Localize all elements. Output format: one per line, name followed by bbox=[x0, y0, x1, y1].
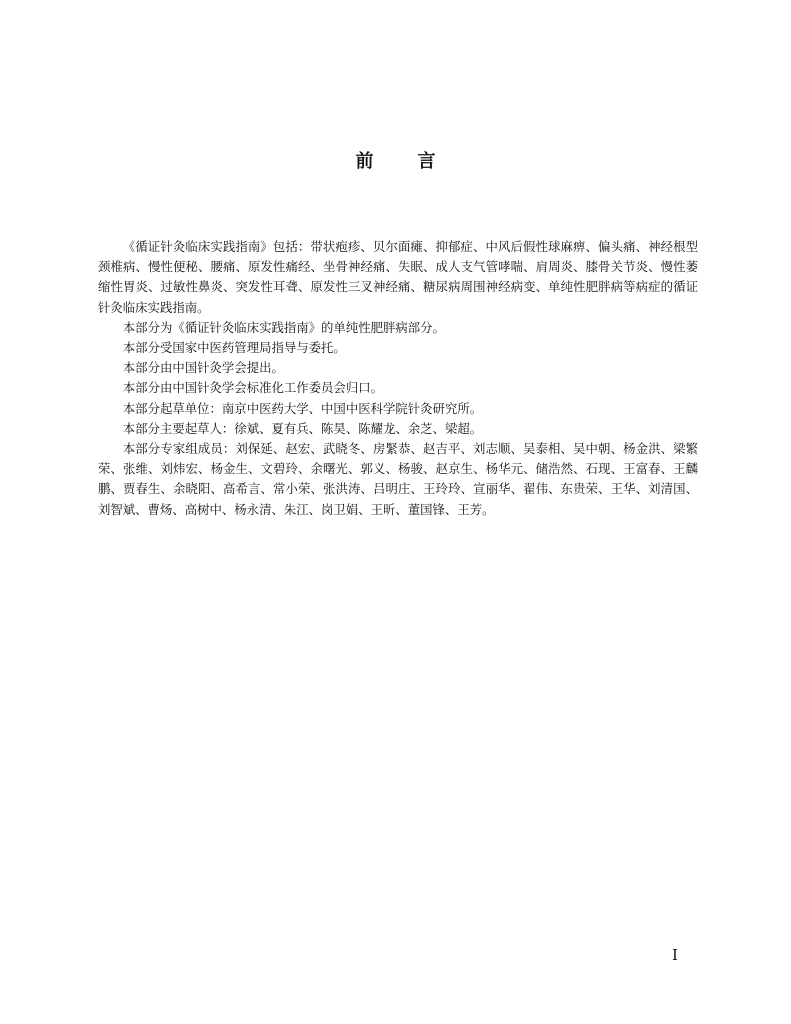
paragraph-proposer: 本部分由中国针灸学会提出。 bbox=[122, 360, 284, 376]
paragraph-drafting-units: 本部分起草单位：南京中医药大学、中国中医科学院针灸研究所。 bbox=[122, 400, 483, 416]
page-title: 前言 bbox=[355, 151, 480, 172]
paragraph-part-description: 本部分为《循证针灸临床实践指南》的单纯性肥胖病部分。 bbox=[122, 319, 445, 335]
paragraph-guidance: 本部分受国家中医药管理局指导与委托。 bbox=[122, 340, 346, 356]
paragraph-expert-group: 本部分专家组成员：刘保延、赵宏、武晓冬、房緊恭、赵吉平、刘志顺、吴泰相、吴中朝、杨金洪、梁繁荣、张维、刘炜宏、杨金生、文碧玲、余曙光、郭义、杨骏、赵京生、杨华元、储浩然、石现、王富春、王麟鹏、贾春生、余晓阳、高希言、常小荣、张洪涛、吕明庄、王玲玲、宣丽华、翟伟、东贵荣、王华、刘清国、刘智斌、曹炀、高树中、杨永清、朱江、岗卫娟、王昕、董国锋、王芳。 bbox=[98, 441, 698, 517]
page-number: I bbox=[672, 946, 678, 964]
paragraph-guideline-scope: 《循证针灸临床实践指南》包括：带状疱疹、贝尔面瘫、抑郁症、中风后假性球麻痹、偏头痛、神经根型颈椎病、慢性便秘、腰痛、原发性痛经、坐骨神经痛、失眠、成人支气管哮喘、肩周炎、膝骨关节炎、慢性萎缩性胃炎、过敏性鼻炎、突发性耳聋、原发性三叉神经痛、糖尿病周围神经病变、单纯性肥胖病等病症的循证针灸临床实践指南。 bbox=[98, 239, 698, 315]
paragraph-management: 本部分由中国针灸学会标准化工作委员会归口。 bbox=[122, 380, 383, 396]
paragraph-main-drafters: 本部分主要起草人：徐斌、夏有兵、陈昊、陈耀龙、余芝、梁超。 bbox=[122, 420, 483, 436]
document-body bbox=[98, 237, 698, 520]
